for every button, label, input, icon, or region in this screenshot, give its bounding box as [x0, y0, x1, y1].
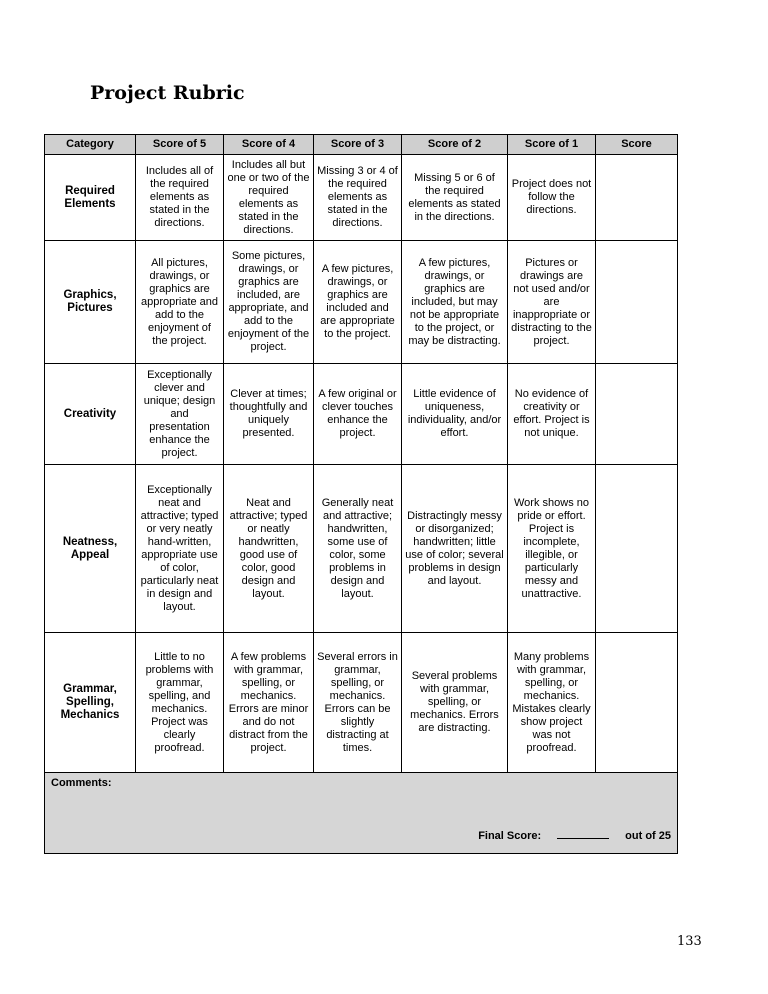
category-cell: Graphics, Pictures — [45, 241, 136, 364]
score-1-cell: No evidence of creativity or effort. Project is not unique. — [508, 364, 596, 465]
final-score-blank[interactable] — [557, 828, 609, 839]
comments-cell[interactable] — [45, 773, 678, 854]
score-1-cell: Work shows no pride or effort. Project is incomplete, illegible, or particularly messy and unattractive. — [508, 465, 596, 633]
score-3-cell: Several errors in grammar, spelling, or mechanics. Errors can be slightly distracting at times. — [314, 633, 402, 773]
score-5-cell: All pictures, drawings, or graphics are appropriate and add to the enjoyment of the project. — [136, 241, 224, 364]
score-3-cell: Missing 3 or 4 of the required elements as stated in the directions. — [314, 155, 402, 241]
score-1-cell: Pictures or drawings are not used and/or are inappropriate or distracting to the project. — [508, 241, 596, 364]
header-row — [45, 135, 678, 155]
score-5-cell: Exceptionally neat and attractive; typed or very neatly hand-written, appropriate use of color, particularly neat in design and layout. — [136, 465, 224, 633]
score-entry-cell[interactable] — [596, 633, 678, 773]
score-5-cell: Includes all of the required elements as stated in the directions. — [136, 155, 224, 241]
score-1-cell: Project does not follow the directions. — [508, 155, 596, 241]
final-score-label: Final Score: — [478, 830, 542, 842]
score-1-cell: Many problems with grammar, spelling, or mechanics. Mistakes clearly show project was not proofread. — [508, 633, 596, 773]
header-score: Score — [596, 135, 678, 155]
table-row — [45, 465, 678, 633]
score-2-cell: Several problems with grammar, spelling, or mechanics. Errors are distracting. — [402, 633, 508, 773]
score-2-cell: Missing 5 or 6 of the required elements as stated in the directions. — [402, 155, 508, 241]
score-entry-cell[interactable] — [596, 364, 678, 465]
score-entry-cell[interactable] — [596, 465, 678, 633]
score-3-cell: A few pictures, drawings, or graphics are included and are appropriate to the project. — [314, 241, 402, 364]
header-score-4: Score of 4 — [224, 135, 314, 155]
score-4-cell: A few problems with grammar, spelling, or mechanics. Errors are minor and do not distract from the project. — [224, 633, 314, 773]
score-4-cell: Neat and attractive; typed or neatly handwritten, good use of color, good design and layout. — [224, 465, 314, 633]
header-score-5: Score of 5 — [136, 135, 224, 155]
table-row — [45, 241, 678, 364]
category-cell: Required Elements — [45, 155, 136, 241]
score-3-cell: Generally neat and attractive; handwritten, some use of color, some problems in design and layout. — [314, 465, 402, 633]
comments-row — [45, 773, 678, 854]
table-row — [45, 364, 678, 465]
score-4-cell: Includes all but one or two of the required elements as stated in the directions. — [224, 155, 314, 241]
header-score-1: Score of 1 — [508, 135, 596, 155]
score-5-cell: Little to no problems with grammar, spelling, and mechanics. Project was clearly proofread. — [136, 633, 224, 773]
score-5-cell: Exceptionally clever and unique; design and presentation enhance the project. — [136, 364, 224, 465]
score-4-cell: Clever at times; thoughtfully and uniquely presented. — [224, 364, 314, 465]
comments-label: Comments: — [51, 777, 112, 789]
score-2-cell: Little evidence of uniqueness, individuality, and/or effort. — [402, 364, 508, 465]
header-category: Category — [45, 135, 136, 155]
table-row — [45, 155, 678, 241]
score-2-cell: Distractingly messy or disorganized; handwritten; little use of color; several problems in design and layout. — [402, 465, 508, 633]
score-2-cell: A few pictures, drawings, or graphics are included, but may not be appropriate to the project, or may be distracting. — [402, 241, 508, 364]
rubric-table — [44, 134, 678, 854]
category-cell: Neatness, Appeal — [45, 465, 136, 633]
score-3-cell: A few original or clever touches enhance the project. — [314, 364, 402, 465]
header-score-2: Score of 2 — [402, 135, 508, 155]
score-entry-cell[interactable] — [596, 241, 678, 364]
score-4-cell: Some pictures, drawings, or graphics are included, are appropriate, and add to the enjoyment of the project. — [224, 241, 314, 364]
final-score-suffix: out of 25 — [625, 830, 671, 842]
category-cell: Creativity — [45, 364, 136, 465]
table-row — [45, 633, 678, 773]
page-title: Project Rubric — [90, 82, 245, 104]
final-score — [478, 828, 671, 843]
category-cell: Grammar, Spelling, Mechanics — [45, 633, 136, 773]
page-number: 133 — [677, 934, 702, 949]
header-score-3: Score of 3 — [314, 135, 402, 155]
score-entry-cell[interactable] — [596, 155, 678, 241]
